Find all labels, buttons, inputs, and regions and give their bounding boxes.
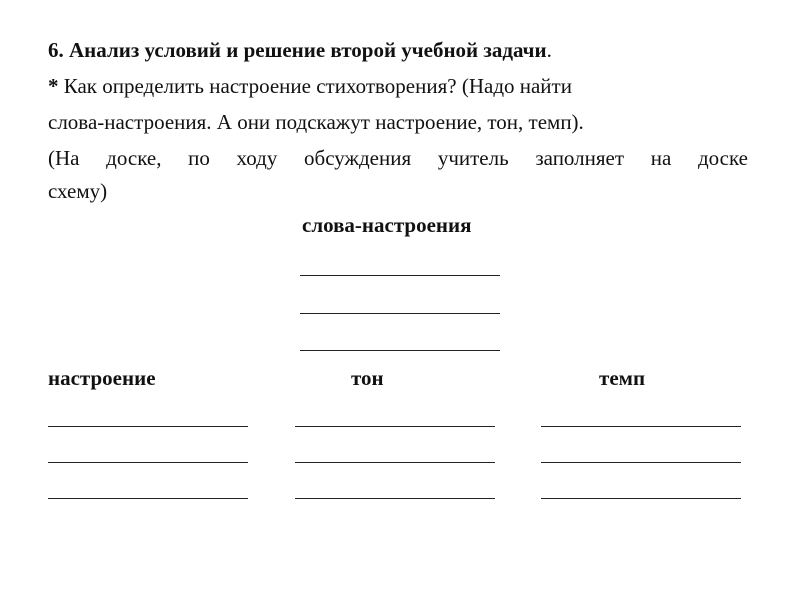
fill-in-blank [295, 426, 495, 427]
fill-in-blank [300, 275, 500, 276]
fill-in-blank [541, 498, 741, 499]
question-line-1 [48, 74, 572, 98]
section-heading [48, 38, 552, 62]
question-star: * [48, 74, 59, 98]
note-line-2: схему) [48, 179, 108, 203]
section-heading-text: 6. Анализ условий и решение второй учебной задачи [48, 38, 547, 62]
question-line-2: слова-настроения. А они подскажут настроение, тон, темп). [48, 110, 584, 134]
scheme-column-label-tone: тон [351, 366, 384, 390]
fill-in-blank [300, 350, 500, 351]
fill-in-blank [295, 498, 495, 499]
scheme-column-label-mood: настроение [48, 366, 156, 390]
question-text-1: Как определить настроение стихотворения? (Надо найти [58, 74, 572, 98]
scheme-column-label-tempo: темп [599, 366, 646, 390]
fill-in-blank [48, 426, 248, 427]
fill-in-blank [541, 426, 741, 427]
fill-in-blank [300, 313, 500, 314]
fill-in-blank [295, 462, 495, 463]
fill-in-blank [541, 462, 741, 463]
section-heading-dot: . [546, 38, 552, 62]
scheme-center-label: слова-настроения [302, 213, 472, 237]
fill-in-blank [48, 462, 248, 463]
fill-in-blank [48, 498, 248, 499]
note-line-1: (На доске, по ходу обсуждения учитель заполняет на доске [48, 146, 748, 170]
